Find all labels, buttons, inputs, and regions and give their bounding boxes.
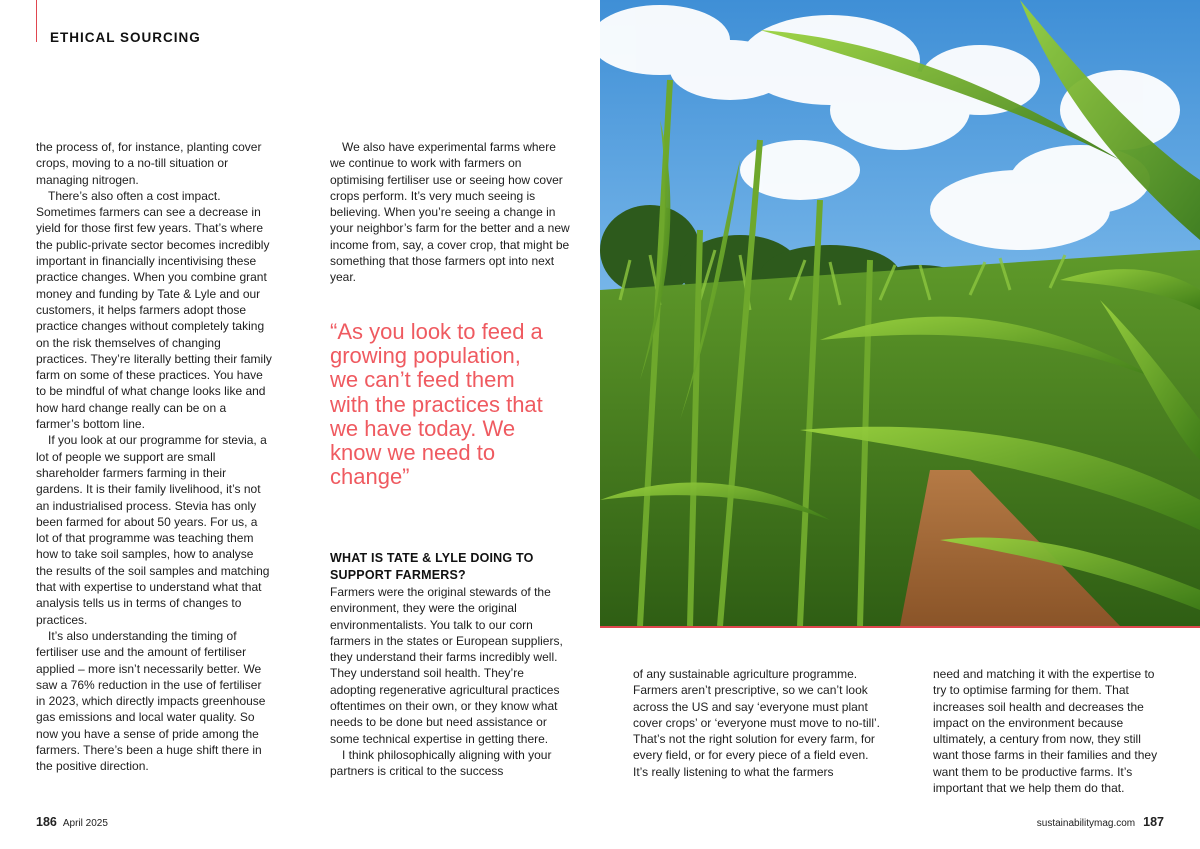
column-3	[633, 666, 883, 780]
footer-left	[36, 815, 108, 829]
pull-quote: “As you look to feed a growing population, we can’t feed them with the practices that we have today. We know we need to change”	[330, 319, 543, 490]
paragraph: of any sustainable agriculture programme. Farmers aren’t prescriptive, so we can’t look across the US and say ‘everyone must plant cover crops’ or ‘everyone must move to no-till’. That’s not the right solution for every farm, for every field, or for every piece of a field even. It’s really listening to what the farmers	[633, 667, 880, 779]
section-heading: WHAT IS TATE & LYLE DOING TO SUPPORT FARMERS?	[330, 551, 534, 582]
column-4	[933, 666, 1169, 796]
paragraph: It’s also understanding the timing of fertiliser use and the amount of fertiliser applied – more isn’t necessarily better. We saw a 76% reduction in the use of fertiliser in 2023, which directly impacts greenhouse gas emissions and local water quality. So now you have a sense of pride among the farmers. There’s been a huge shift there in the positive direction.	[36, 628, 266, 774]
section-rule	[36, 0, 37, 42]
footer-right	[1037, 815, 1164, 829]
paragraph: If you look at our programme for stevia, a lot of people we support are small shareholder farmers farming in their gardens. It is their family livelihood, it’s not an industrialised process. Stevia has only been farmed for about 50 years. For us, a lot of that programme was teaching them how to take soil samples, how to analyse the results of the soil samples and matching that with expertise to understand what that analysis tells us in terms of changes to practices.	[36, 433, 270, 627]
paragraph: I think philosophically aligning with your partners is critical to the success	[330, 747, 552, 779]
paragraph: There’s also often a cost impact. Sometimes farmers can see a decrease in yield for those first few years. That’s where the public-private sector becomes incredibly important in financially incentivising these practice changes. When you combine grant money and funding by Tate & Lyle and our customers, it helps farmers adopt those practice changes without completely taking on the risk themselves of changing practices. They’re literally betting their family farm on some of these practices. You have to be mindful of what change looks like and how hard change really can be on a farmer’s bottom line.	[36, 188, 272, 432]
column-2	[330, 139, 570, 286]
paragraph: We also have experimental farms where we continue to work with farmers on optimising fertiliser use or seeing how cover crops perform. It’s very much seeing is believing. When you’re seeing a change in your neighbor’s farm for the better and a new income from, say, a cover crop, that might be something that those farmers opt into next year.	[330, 140, 570, 285]
column-2-lower	[330, 550, 570, 780]
page-number-right: 187	[1143, 815, 1164, 829]
paragraph: Farmers were the original stewards of the environment, they were the original environmentalists. You talk to our corn farmers in the states or European suppliers, they understand their farms incredibly well. They understand soil health. They’re adopting regenerative agricultural practices oftentimes on their own, or they know what needs to be done but need assistance or some technical expertise in getting there.	[330, 585, 563, 746]
site-url: sustainabilitymag.com	[1036, 818, 1136, 829]
page-number-left: 186	[36, 815, 57, 829]
paragraph: need and matching it with the expertise to try to optimise farming for them. That increases soil health and decreases the impact on the environment because ultimately, a century from now, they still want those farms in their families and they want them to be productive farms. It’s important that we help them do that.	[933, 667, 1158, 796]
photo-rule	[600, 626, 1200, 628]
cornfield-photo	[600, 0, 1200, 626]
issue-date: April 2025	[62, 818, 108, 829]
column-1	[36, 139, 272, 775]
section-label: ETHICAL SOURCING	[50, 30, 201, 45]
paragraph: the process of, for instance, planting cover crops, moving to a no-till situation or managing nitrogen.	[36, 140, 262, 187]
